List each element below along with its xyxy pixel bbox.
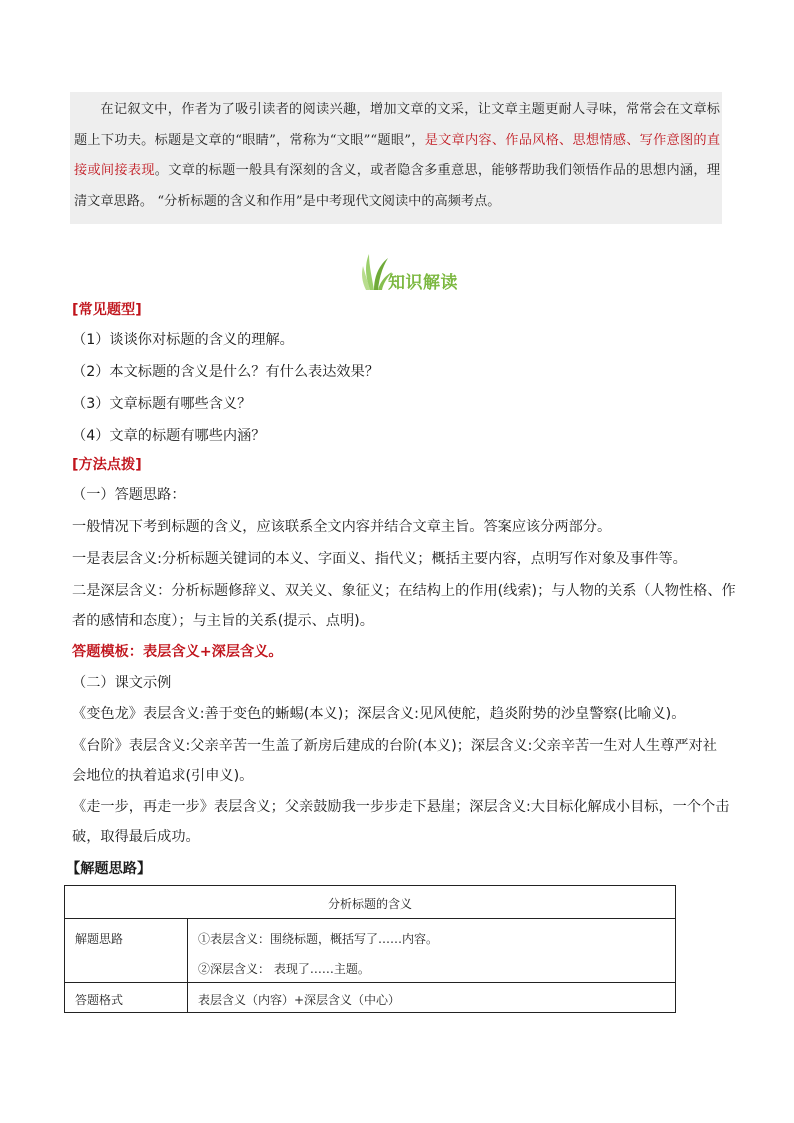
method-paragraph: 二是深层含义：分析标题修辞义、双关义、象征义；在结构上的作用(线索)；与人物的关系（人物性格、作 (72, 583, 736, 599)
example-line: 破，取得最后成功。 (72, 829, 200, 845)
question-type-item: （4）文章的标题有哪些内涵？ (72, 428, 266, 444)
example-line: 会地位的执着追求(引申义)。 (72, 768, 254, 784)
table-cell: ②深层含义： 表现了……主题。 (198, 962, 370, 976)
table-cell: 表层含义（内容）+深层含义（中心） (198, 993, 401, 1007)
table-cell: ①表层含义：围绕标题，概括写了……内容。 (198, 932, 439, 946)
table-title: 分析标题的含义 (327, 897, 412, 911)
question-type-item: （1）谈谈你对标题的含义的理解。 (72, 332, 294, 348)
answer-template: 答题模板：表层含义+深层含义。 (72, 644, 283, 660)
intro-highlight: 是文章内容、作品风格、思想情感、写作意图的直接或间接表现 (74, 132, 721, 178)
method-paragraph: 一是表层含义:分析标题关键词的本义、字面义、指代义；概括主要内容，点明写作对象及事件等。 (72, 551, 687, 567)
common-types-label: [常见题型] (72, 302, 142, 318)
intro-text: 在记叙文中，作者为了吸引读者的阅读兴趣，增加文章的文采，让文章主题更耐人寻味，常常会在文章标题上下功夫。标题是文章的“眼睛”，常称为“文眼”“题眼”， (74, 102, 720, 148)
example-line: 《变色龙》表层含义:善于变色的蜥蜴(本义)；深层含义:见风使舵，趋炎附势的沙皇警察(比喻义)。 (72, 706, 686, 722)
question-type-item: （3）文章标题有哪些含义？ (72, 396, 252, 412)
section-heading-text: 知识解读 (388, 273, 458, 293)
table-row-label: 答题格式 (75, 993, 124, 1007)
method-paragraph: 者的感情和态度）；与主旨的关系(提示、点明)。 (72, 613, 374, 629)
question-type-item: （2）本文标题的含义是什么？有什么表达效果？ (72, 364, 379, 380)
solution-table (64, 885, 676, 1013)
solution-label: 【解题思路】 (66, 861, 152, 877)
example-line: 《走一步，再走一步》表层含义；父亲鼓励我一步步走下悬崖；深层含义:大目标化解成小目标，一个个击 (72, 799, 730, 815)
intro-box (70, 92, 722, 224)
method-subheading: （二）课文示例 (72, 675, 172, 691)
table-row-label: 解题思路 (75, 932, 124, 946)
intro-paragraph (74, 95, 720, 217)
example-line: 《台阶》表层含义:父亲辛苦一生盖了新房后建成的台阶(本义)；深层含义:父亲辛苦一生对人生尊严对社 (72, 738, 717, 754)
method-label: [方法点拨] (72, 457, 142, 473)
intro-text-after: 。文章的标题一般具有深刻的含义，或者隐含多重意思，能够帮助我们领悟作品的思想内涵，理清文章思路。 “分析标题的含义和作用”是中考现代文阅读中的高频考点。 (74, 163, 721, 209)
method-subheading: （一）答题思路： (72, 487, 186, 503)
section-heading (360, 252, 480, 292)
method-paragraph: 一般情况下考到标题的含义，应该联系全文内容并结合文章主旨。答案应该分两部分。 (72, 519, 612, 535)
